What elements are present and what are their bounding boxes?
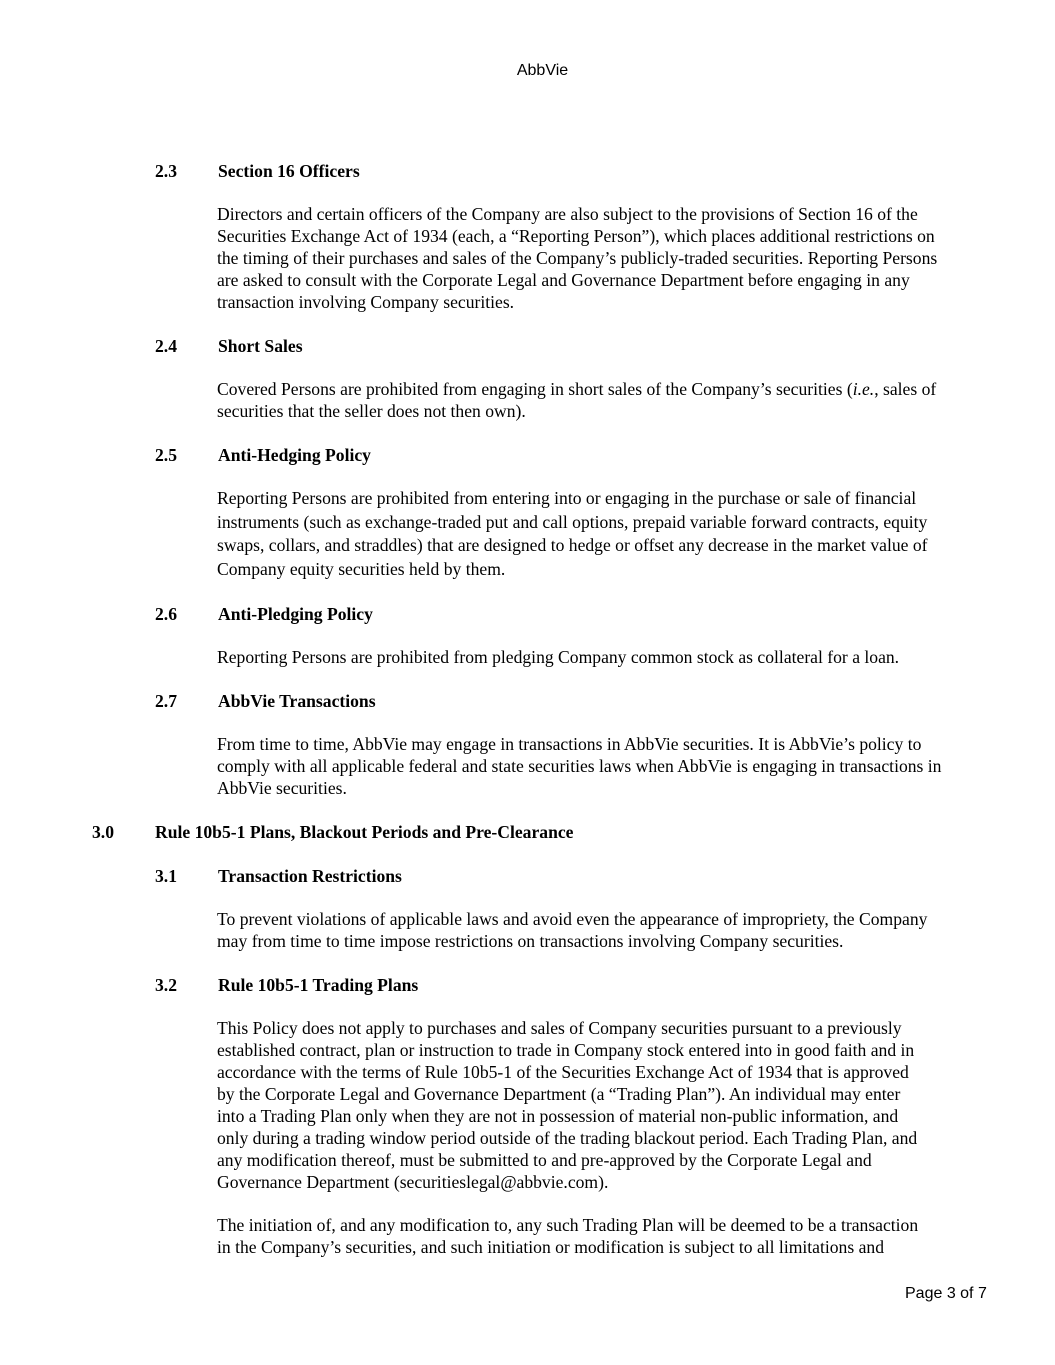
document-body [0, 160, 1055, 1258]
text-line: only during a trading window period outside of the trading blackout period. Each Trading Plan, and [217, 1128, 918, 1148]
section-2-3-heading [0, 160, 1055, 182]
section-3-2-paragraph [217, 1017, 1007, 1193]
section-2-5-paragraph [217, 487, 1007, 581]
section-2-6-paragraph [217, 646, 1007, 668]
section-title: Anti-Pledging Policy [218, 604, 373, 624]
section-number: 2.4 [155, 336, 177, 356]
text-line: transaction involving Company securities. [217, 292, 515, 312]
section-title: Short Sales [218, 336, 303, 356]
text-line: Governance Department (securitieslegal@abbvie.com). [217, 1172, 609, 1192]
section-3-2-heading [0, 974, 1055, 996]
text-line: The initiation of, and any modification to, any such Trading Plan will be deemed to be a transaction [217, 1215, 919, 1235]
section-title: Rule 10b5-1 Trading Plans [218, 975, 419, 995]
section-2-3-paragraph [217, 203, 1007, 313]
section-3-1-paragraph [217, 908, 1007, 952]
section-2-6-heading [0, 603, 1055, 625]
section-number: 3.1 [155, 866, 177, 886]
section-title: AbbVie Transactions [218, 691, 376, 711]
text-line: Securities Exchange Act of 1934 (each, a “Reporting Person”), which places additional restrictions on [217, 226, 935, 246]
text-line: may from time to time impose restrictions on transactions involving Company securities. [217, 931, 844, 951]
section-title: Transaction Restrictions [218, 866, 402, 886]
text-line: AbbVie securities. [217, 778, 347, 798]
text-line: Company equity securities held by them. [217, 558, 506, 579]
section-number: 3.0 [92, 822, 114, 842]
text-line: Directors and certain officers of the Company are also subject to the provisions of Section 16 of the [217, 204, 918, 224]
text-line: by the Corporate Legal and Governance Department (a “Trading Plan”). An individual may enter [217, 1084, 901, 1104]
section-3-2-paragraph-2 [217, 1214, 1007, 1258]
section-number: 2.3 [155, 161, 177, 181]
text-line: To prevent violations of applicable laws and avoid even the appearance of impropriety, the Company [217, 909, 928, 929]
page-header: AbbVie [516, 62, 569, 79]
section-number: 2.5 [155, 445, 177, 465]
text-line: This Policy does not apply to purchases and sales of Company securities pursuant to a previously [217, 1018, 902, 1038]
section-2-5-heading [0, 444, 1055, 466]
italic-text: i.e. [852, 379, 875, 399]
text-line: into a Trading Plan only when they are not in possession of material non-public information, and [217, 1106, 899, 1126]
section-title: Rule 10b5-1 Plans, Blackout Periods and Pre-Clearance [155, 822, 574, 842]
text-line: Reporting Persons are prohibited from pledging Company common stock as collateral for a loan. [217, 647, 900, 667]
section-number: 2.7 [155, 691, 177, 711]
text-line: instruments (such as exchange-traded put and call options, prepaid variable forward contracts, equity [217, 511, 928, 532]
text-run: , sales of [874, 379, 937, 399]
text-line: are asked to consult with the Corporate Legal and Governance Department before engaging in any [217, 270, 910, 290]
text-line [217, 378, 1007, 400]
text-run: Covered Persons are prohibited from engaging in short sales of the Company’s securities ( [217, 379, 853, 399]
text-line: Reporting Persons are prohibited from entering into or engaging in the purchase or sale of financial [217, 488, 917, 508]
text-line: swaps, collars, and straddles) that are designed to hedge or offset any decrease in the market value of [217, 535, 928, 555]
text-line: established contract, plan or instruction to trade in Company stock entered into in good faith and in [217, 1040, 915, 1060]
page-number: Page 3 of 7 [905, 1285, 987, 1302]
section-2-7-paragraph [217, 733, 1012, 799]
text-line: in the Company’s securities, and such initiation or modification is subject to all limitations and [217, 1237, 884, 1257]
section-2-4-paragraph [217, 378, 1007, 422]
section-title: Section 16 Officers [218, 161, 360, 181]
section-number: 3.2 [155, 975, 177, 995]
section-number: 2.6 [155, 604, 177, 624]
text-line: accordance with the terms of Rule 10b5-1 of the Securities Exchange Act of 1934 that is approved [217, 1062, 909, 1082]
text-line: the timing of their purchases and sales of the Company’s publicly-traded securities. Reporting Persons [217, 248, 938, 268]
section-title: Anti-Hedging Policy [218, 445, 371, 465]
text-line: comply with all applicable federal and state securities laws when AbbVie is engaging in transactions in [217, 756, 942, 776]
section-3-0-heading [0, 821, 1055, 843]
text-line: From time to time, AbbVie may engage in transactions in AbbVie securities. It is AbbVie’s policy to [217, 734, 922, 754]
section-2-7-heading [0, 690, 1055, 712]
text-line: securities that the seller does not then own). [217, 401, 526, 421]
text-line: any modification thereof, must be submitted to and pre-approved by the Corporate Legal and [217, 1150, 872, 1170]
section-2-4-heading [0, 335, 1055, 357]
section-3-1-heading [0, 865, 1055, 887]
